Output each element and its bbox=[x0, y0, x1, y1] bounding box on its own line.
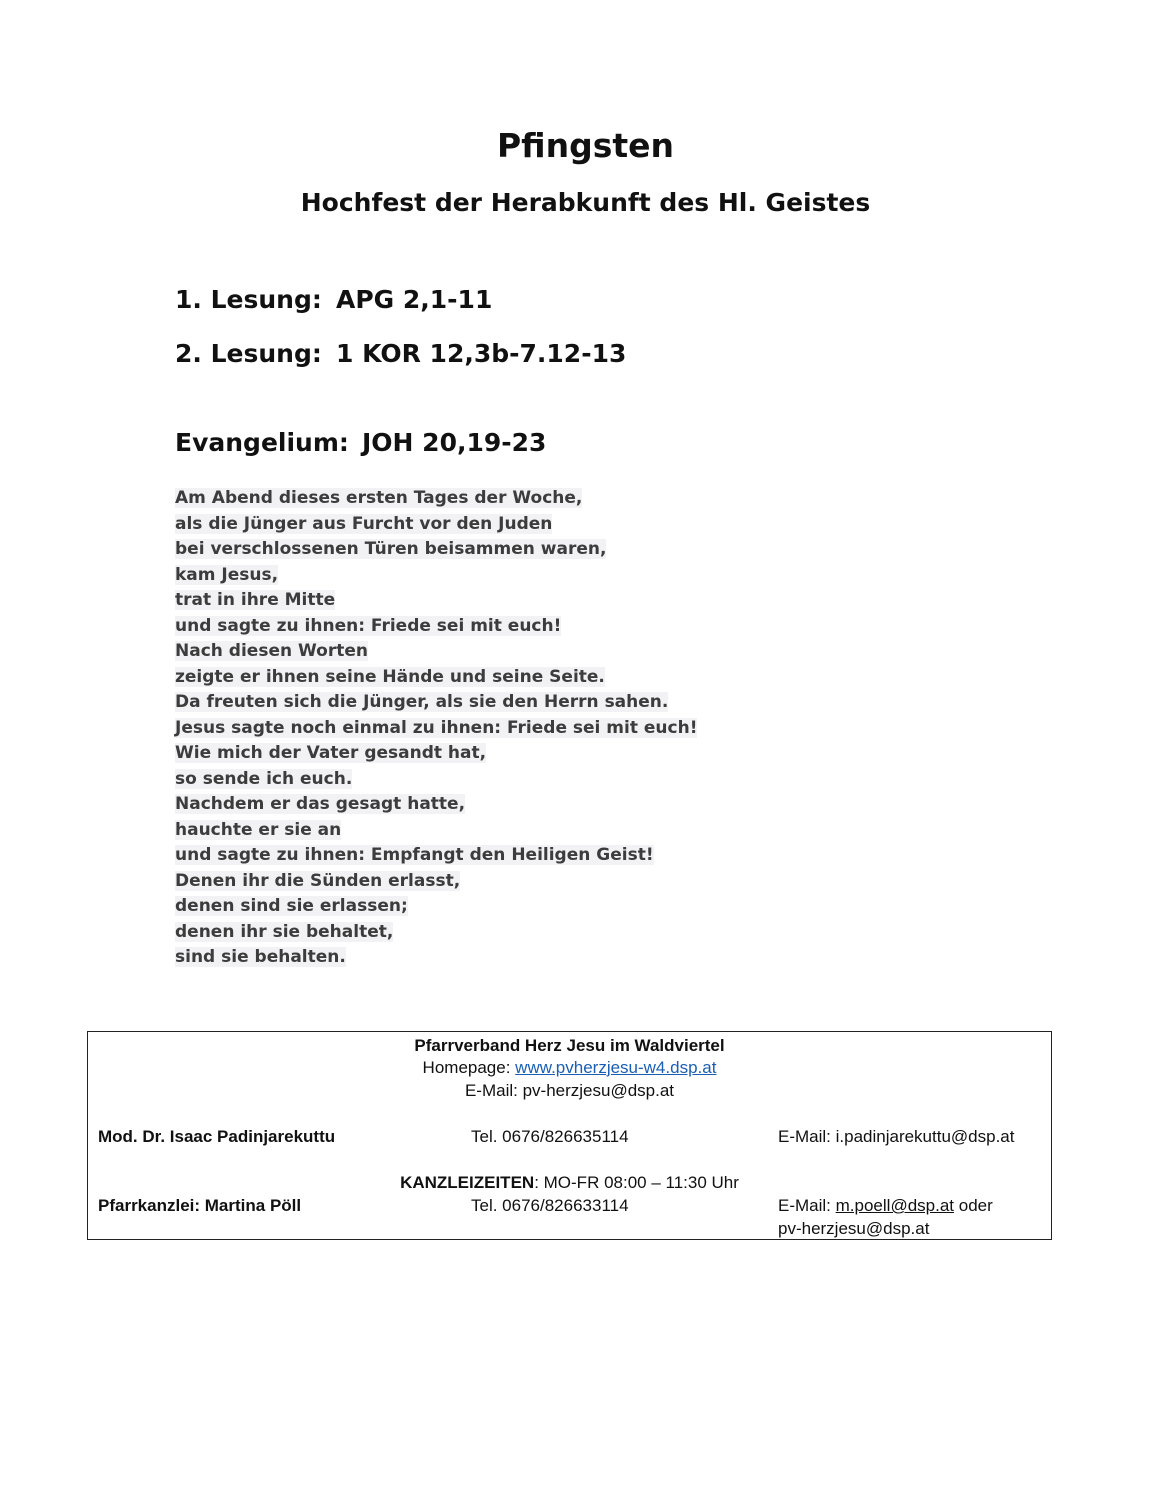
gospel-text bbox=[175, 486, 697, 971]
gospel-line: denen ihr sie behaltet, bbox=[175, 921, 394, 942]
gospel-line: so sende ich euch. bbox=[175, 768, 353, 789]
gospel-line: sind sie behalten. bbox=[175, 947, 346, 967]
gospel-line: denen sind sie erlassen; bbox=[175, 896, 408, 916]
office-name: Pfarrkanzlei: Martina Pöll bbox=[98, 1196, 302, 1215]
reading-reference: JOH 20,19-23 bbox=[362, 428, 547, 457]
office-phone: Tel. 0676/826633114 bbox=[471, 1196, 629, 1215]
gospel-line: und sagte zu ihnen: Empfangt den Heiligen Geist! bbox=[175, 845, 654, 865]
homepage-link[interactable]: www.pvherzjesu-w4.dsp.at bbox=[515, 1058, 717, 1077]
office-hours-label: KANZLEIZEITEN bbox=[400, 1173, 535, 1192]
gospel-line: zeigte er ihnen seine Hände und seine Seite. bbox=[175, 666, 605, 687]
homepage-label: Homepage: bbox=[422, 1058, 511, 1077]
gospel-line: und sagte zu ihnen: Friede sei mit euch! bbox=[175, 615, 562, 636]
gospel-line: kam Jesus, bbox=[175, 564, 279, 585]
contact-box bbox=[87, 1031, 1052, 1240]
office-email-prefix: E-Mail: bbox=[778, 1196, 831, 1215]
page-title: Pfingsten bbox=[496, 126, 675, 165]
parish-name: Pfarrverband Herz Jesu im Waldviertel bbox=[414, 1036, 725, 1055]
gospel-line: Nachdem er das gesagt hatte, bbox=[175, 794, 466, 814]
gospel-line: Wie mich der Vater gesandt hat, bbox=[175, 743, 487, 763]
reading-gospel bbox=[175, 427, 546, 459]
office-email-or: oder bbox=[958, 1196, 993, 1215]
office-hours bbox=[88, 1172, 1051, 1194]
reading-reference: 1 KOR 12,3b-7.12-13 bbox=[336, 339, 627, 368]
parish-email: E-Mail: pv-herzjesu@dsp.at bbox=[464, 1081, 675, 1100]
priest-name: Mod. Dr. Isaac Padinjarekuttu bbox=[98, 1127, 336, 1146]
page-subtitle: Hochfest der Herabkunft des Hl. Geistes bbox=[300, 188, 871, 217]
homepage-line bbox=[88, 1057, 1051, 1079]
reading-reference: APG 2,1-11 bbox=[336, 285, 493, 314]
office-email-alt: pv-herzjesu@dsp.at bbox=[778, 1219, 930, 1238]
reading-first bbox=[175, 284, 492, 316]
reading-label: Evangelium: bbox=[175, 428, 349, 457]
gospel-line: Da freuten sich die Jünger, als sie den Herrn sahen. bbox=[175, 692, 669, 712]
gospel-line: Denen ihr die Sünden erlasst, bbox=[175, 870, 461, 891]
gospel-line: trat in ihre Mitte bbox=[175, 590, 336, 610]
reading-label: 1. Lesung: bbox=[175, 285, 322, 314]
gospel-line: Am Abend dieses ersten Tages der Woche, bbox=[175, 488, 583, 508]
reading-label: 2. Lesung: bbox=[175, 339, 322, 368]
priest-phone: Tel. 0676/826635114 bbox=[471, 1127, 629, 1146]
gospel-line: hauchte er sie an bbox=[175, 819, 342, 840]
gospel-line: bei verschlossenen Türen beisammen waren, bbox=[175, 539, 607, 559]
gospel-line: Nach diesen Worten bbox=[175, 641, 368, 661]
reading-second bbox=[175, 338, 626, 370]
gospel-line: als die Jünger aus Furcht vor den Juden bbox=[175, 513, 553, 534]
office-hours-value: : MO-FR 08:00 – 11:30 Uhr bbox=[534, 1173, 739, 1192]
gospel-line: Jesus sagte noch einmal zu ihnen: Friede sei mit euch! bbox=[175, 717, 698, 738]
priest-email: E-Mail: i.padinjarekuttu@dsp.at bbox=[778, 1127, 1015, 1146]
office-email-link[interactable]: m.poell@dsp.at bbox=[835, 1196, 955, 1215]
office-email-line bbox=[778, 1195, 993, 1217]
